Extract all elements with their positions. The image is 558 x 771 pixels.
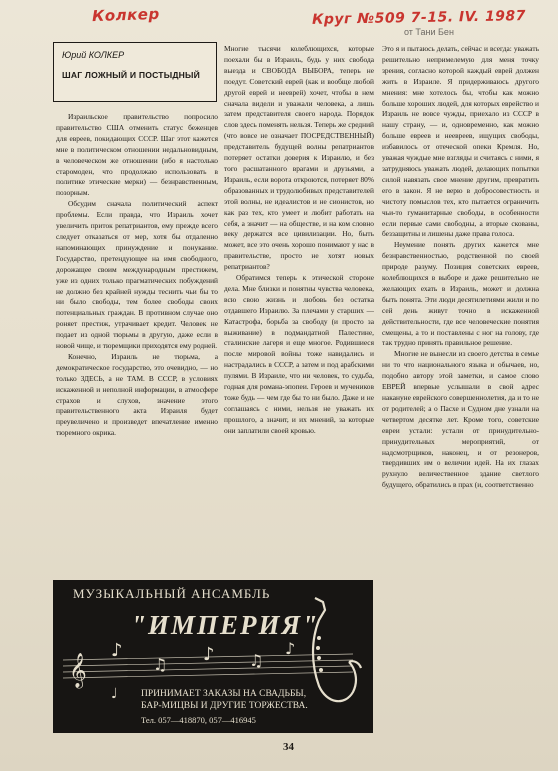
- music-note-icon: ♩: [111, 686, 118, 702]
- saxophone-icon: [313, 598, 361, 701]
- paragraph: Обсудим сначала политический аспект проблемы. Если правда, что Израиль хочет увеличить приток репатриантов, ему прежде всего следует отказаться от мер, хотя бы отдаленно напоминающих принуждение и понукание. Государство, претендующее на имя свободного, дорожащее своим международным престижем, уже из одних только прагматических побуждений не должно без крайней нужды теснить чьи бы то ни было свободы, тем более свободы своих потенциальных граждан. В противном случае оно роняет престиж, утрачивает кредит. Человек не подает из одной тюрьмы в другую, даже если в новой чище, и тюремщики приходятся ему родней.: [56, 199, 218, 351]
- article-title: ШАГ ЛОЖНЫЙ И ПОСТЫДНЫЙ: [62, 70, 201, 80]
- paragraph: Многие не вынесли из своего детства в семье ни то что национального языка и обычаев, но, подобно автору этой заметки, и самое слово ЕВРЕЙ впервые услышали в свой адрес накануне еврейского совершеннолетия, да и то не от родителей; а о Пасхе и Судном дне узнали на четвертом десятке лет. Кроме того, советские евреи устали: устали от принудительно-принудительных мероприятий, от надсмотрщиков, наконец, и от резонеров, твердивших им о величии идей. На их глазах рухнуло величественное здание светлого будущего, обратились в прах (и, соответственно: [382, 349, 539, 490]
- ad-band-label: МУЗЫКАЛЬНЫЙ АНСАМБЛЬ: [73, 586, 271, 601]
- paragraph: Неумение понять других кажется мне безнравственностью, родственной по своей природе разуму. Позиция советских евреев, колеблющихся в выборе и даже решительно не желающих ехать в Израиль, может и должна быть понята. Эти люди десятилетиями жили и по сей день живут точно в искаженной действительности, где все человеческие понятия смещены, а то и поставлены с ног на голову, где так трудно принять правильное решение.: [382, 240, 539, 348]
- article-column-2: [224, 44, 374, 576]
- article-column-1: [56, 112, 218, 576]
- music-note-icon: ♫: [249, 651, 264, 670]
- music-note-icon: ♫: [153, 655, 168, 674]
- ad-band-name: "ИМПЕРИЯ": [131, 610, 320, 640]
- page-number: 34: [283, 741, 294, 753]
- band-advertisement: [53, 580, 373, 733]
- paragraph: Обратимся теперь к этической стороне дела. Мне близки и понятны чувства человека, всю свою жизнь и любовь без остатка отдавшего Израилю. За плечами у старших — Катастрофа, борьба за свободу (и просто за выживание) в подмандатной Палестине, сталинские лагеря и еще многое. Родившиеся после мировой войны тоже навидались и настрадались в СССР, а затем и под арабскими пулями. В Израиле, что ни человек, то судьба, годная для романа-эпопеи. Героев и мучеников тоже будь — чем где бы то ни было. Даже и не соглашаясь с ними, нельзя не уважать их прошлого, а значит, и их мнений, за которые они заплатили своей кровью.: [224, 273, 374, 435]
- article-header: [53, 42, 217, 102]
- paragraph: Многие тысячи колеблющихся, которые поехали бы в Израиль, будь у них свобода выезда и СВОБОДА ВЫБОРА, теперь не поедут. Советский еврей (как и вообще любой другой еврей и нееврей) хочет, чтобы в нем сначала видели и уважали человека, а лишь затем представителя своего народа. Порядок слов здесь поменять нельзя. Теперь же средний (что вовсе не означает ПОСРЕДСТВЕННЫЙ) представитель будущей волны репатриантов потеряет остатки доверия к Израилю, и без того расшатанного врагами и друзьями, а Израиль, если ворота откроются, потеряет 80% образованных и трудолюбивых представителей этой волны, не идеалистов и не сионистов, но как раз тех, кто умеет и любит работать на себя, а значит — на обществе, и на ком словно веку держатся все цивилизации. Но, быть может, все это очень хорошо понимают у нас в правительстве, просто не хотят новых репатриантов?: [224, 44, 374, 272]
- treble-clef-icon: 𝄞: [69, 653, 87, 688]
- music-note-icon: ♪: [203, 644, 215, 665]
- handwritten-note-right: Круг №509 7-15. IV. 1987: [311, 8, 527, 28]
- paragraph: Это я и пытаюсь делать, сейчас и всегда: уважать решительно непримелемую для меня точку зрения, согласно которой каждый еврей должен жить в Израиле. Я придерживаюсь другого мнения: мне хотелось бы, чтобы как можно больше хороших людей, для которых еврейство и Израиль не вовсе чужды, приехало из СССР в нашу страну, — и, одновременно, как можно больше евреев и неевреев, ищущих свободы, избавилось от отеческой опеки Кремля. Но, уважая чуждые мне взгляды и считаясь с ними, я затрудняюсь уважать людей, делающих попытки силой навязать свое мнение другим, превратить его в закон. Я не верю в добросовестность и чистоту помыслов тех, кто пытается ограничить чьи-то гуманитарные свободы, в особенности если первые сами свободны, а вторые скованы, беззащитны и лишены даже права голоса.: [382, 44, 539, 239]
- ad-phone-numbers: Тел. 057—418870, 057—416945: [141, 715, 256, 725]
- paragraph: Израильское правительство попросило правительство США отменить статус беженцев для евреев, покидающих СССР. Шаг этот кажется мне в политическом отношении недальновидным, в человеческом же отношении (ибо я настолько старомоден, что продолжаю использовать в политике этические мерки) — безнравственным, позорным.: [56, 112, 218, 198]
- ad-line-1: ПРИНИМАЕТ ЗАКАЗЫ НА СВАДЬБЫ,: [141, 689, 307, 699]
- paragraph: Конечно, Израиль не тюрьма, а демократическое государство, это очевидно, — но только ЗДЕСЬ, а не ТАМ. В СССР, в условиях искаженной и неполной информации, в атмосфере страхов и слухов, значение этого правительственного акта Израиля будет преувеличено и произведет впечатление именно тюремного окрика.: [56, 351, 218, 438]
- music-note-icon: ♪: [285, 639, 296, 658]
- article-column-3: [382, 44, 539, 754]
- stamp-text: от Тани Бен: [404, 27, 454, 37]
- ad-line-2: БАР-МИЦВЫ И ДРУГИЕ ТОРЖЕСТВА.: [141, 701, 308, 711]
- handwritten-note-left: Колкер: [91, 4, 160, 26]
- music-note-icon: ♪: [111, 640, 123, 661]
- article-author: Юрий КОЛКЕР: [62, 50, 125, 60]
